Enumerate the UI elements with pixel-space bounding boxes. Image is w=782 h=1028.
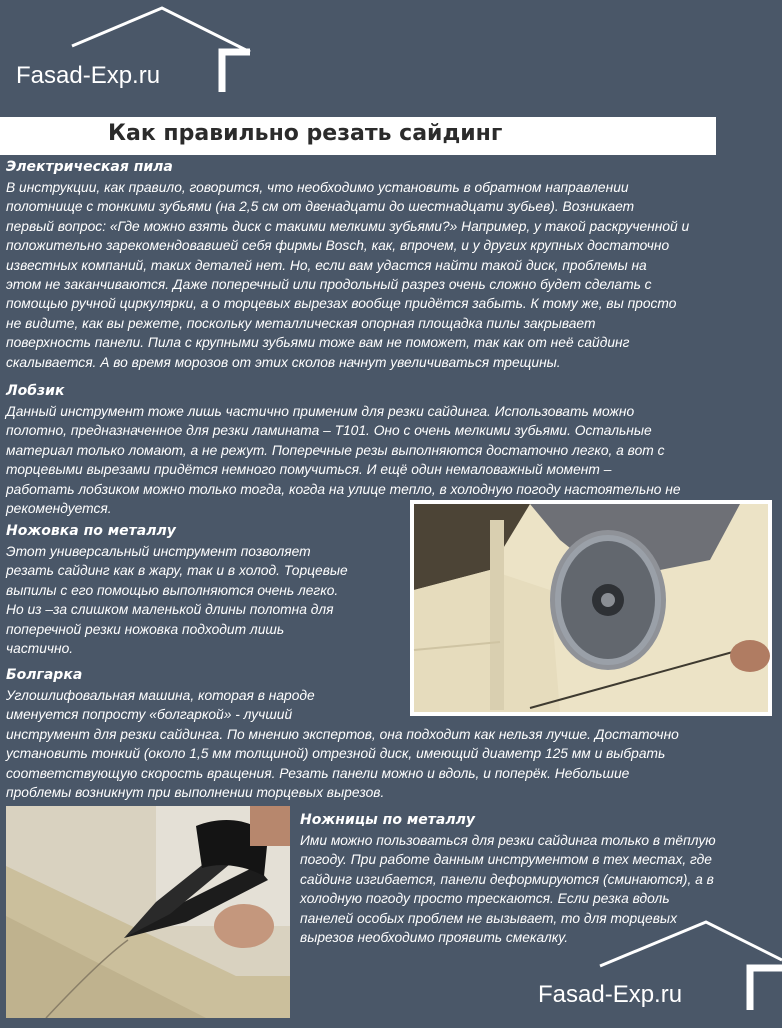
text-line: полотно, предназначенное для резки ламината – Т101. Оно с очень мелкими зубьями. Остальные [6, 423, 652, 439]
metal-shears-illustration [6, 806, 290, 1018]
text-line: В инструкции, как правило, говорится, что необходимо установить в обратном направлении [6, 180, 629, 195]
text-line: Данный инструмент тоже лишь частично применим для резки сайдинга. Использовать можно [6, 404, 635, 419]
section-text-electric-saw [6, 178, 689, 372]
text-line: вырезов необходимо проявить смекалку. [300, 930, 569, 946]
text-line: установить тонкий (около 1,5 мм толщиной) отрезной диск, имеющий диаметр 125 мм и выбрать [6, 746, 666, 762]
text-line: Но из –за слишком маленькой длины полотна для [6, 602, 334, 618]
section-text-grinder [6, 686, 679, 802]
text-line: Ими можно пользоваться для резки сайдинга только в тёплую [300, 833, 716, 848]
page-title: Как правильно резать сайдинг [108, 121, 503, 146]
text-line: рекомендуется. [6, 501, 112, 517]
section-title-metal-shears: Ножницы по металлу [300, 812, 475, 828]
section-title-grinder: Болгарка [6, 667, 83, 683]
text-line: резать сайдинг как в жару, так и в холод. Торцевые [6, 563, 348, 579]
text-line: полотнище с тонкими зубьями (на 2,5 см от двенадцати до шестнадцати зубьев). Возникает [6, 199, 635, 215]
text-line: именуется попросту «болгаркой» - лучший [6, 707, 293, 723]
text-line: панелей особых проблем не вызывает, то для торцевых [300, 910, 677, 926]
text-line: известных компаний, таких деталей нет. Но, если вам удастся найти такой диск, проблемы на [6, 257, 647, 273]
text-line: инструмент для резки сайдинга. По мнению экспертов, она подходит как нельзя лучше. Достаточно [6, 726, 679, 742]
text-line: скалывается. А во время морозов от этих сколов начнут увеличиваться трещины. [6, 354, 561, 370]
text-line: поперечной резки ножовка подходит лишь [6, 621, 285, 637]
text-line: первый вопрос: «Где можно взять диск с такими мелкими зубьями?» Например, у такой раскрученной и [6, 218, 690, 234]
text-line: частично. [6, 641, 74, 657]
text-line: поверхность панели. Пила с крупными зубьями тоже вам не поможет, так как от неё сайдинг [6, 335, 630, 351]
text-line: соответствующую скорость вращения. Резать панели можно и вдоль, и поперёк. Небольшие [6, 765, 630, 781]
text-line: работать лобзиком можно только тогда, когда на улице тепло, в холодную погоду настоятельно не [6, 481, 681, 497]
text-line: холодную погоду просто трескаются. Если резка вдоль [300, 891, 670, 907]
title-bar [0, 117, 716, 155]
section-text-hacksaw [6, 542, 348, 658]
text-line: погоду. При работе данным инструментом в тех местах, где [300, 852, 712, 868]
grinder-photo [410, 500, 772, 716]
text-line: Этот универсальный инструмент позволяет [6, 544, 311, 559]
logo-text: Fasad-Exp.ru [16, 62, 161, 89]
section-title-electric-saw: Электрическая пила [6, 159, 173, 175]
shears-photo [6, 806, 290, 1018]
logo-top [0, 0, 260, 108]
text-line: этом не заканчиваются. Даже поперечный или продольный разрез очень сложно будет сделать с [6, 277, 652, 293]
grinder-cutting-illustration [410, 500, 772, 716]
text-line: положительно зарекомендовавшей себя фирмы Bosch, как, впрочем, и у других крупных достаточно [6, 238, 670, 254]
logo-text: Fasad-Exp.ru [538, 981, 683, 1008]
text-line: Углошлифовальная машина, которая в народе [6, 688, 315, 703]
text-line: проблемы возникнут при выполнении торцевых вырезов. [6, 785, 385, 801]
text-line: выпилы с его помощью выполняются очень легко. [6, 582, 339, 598]
text-line: не видите, как вы режете, поскольку металлическая опорная площадка пилы закрывает [6, 315, 596, 331]
text-line: сайдинг изгибается, панели деформируются (сминаются), а в [300, 871, 714, 887]
text-line: помощью ручной циркулярки, а о торцевых вырезах вообще придётся забыть. К тому же, вы просто [6, 296, 677, 312]
section-title-jigsaw: Лобзик [6, 383, 65, 399]
section-title-hacksaw: Ножовка по металлу [6, 523, 176, 539]
text-line: торцевыми вырезами придётся немного помучиться. И ещё один немаловажный момент – [6, 462, 612, 478]
house-roof-icon [0, 0, 260, 108]
text-line: материал только ломают, а не режут. Поперечные резы выполняются достаточно легко, а вот с [6, 442, 665, 458]
